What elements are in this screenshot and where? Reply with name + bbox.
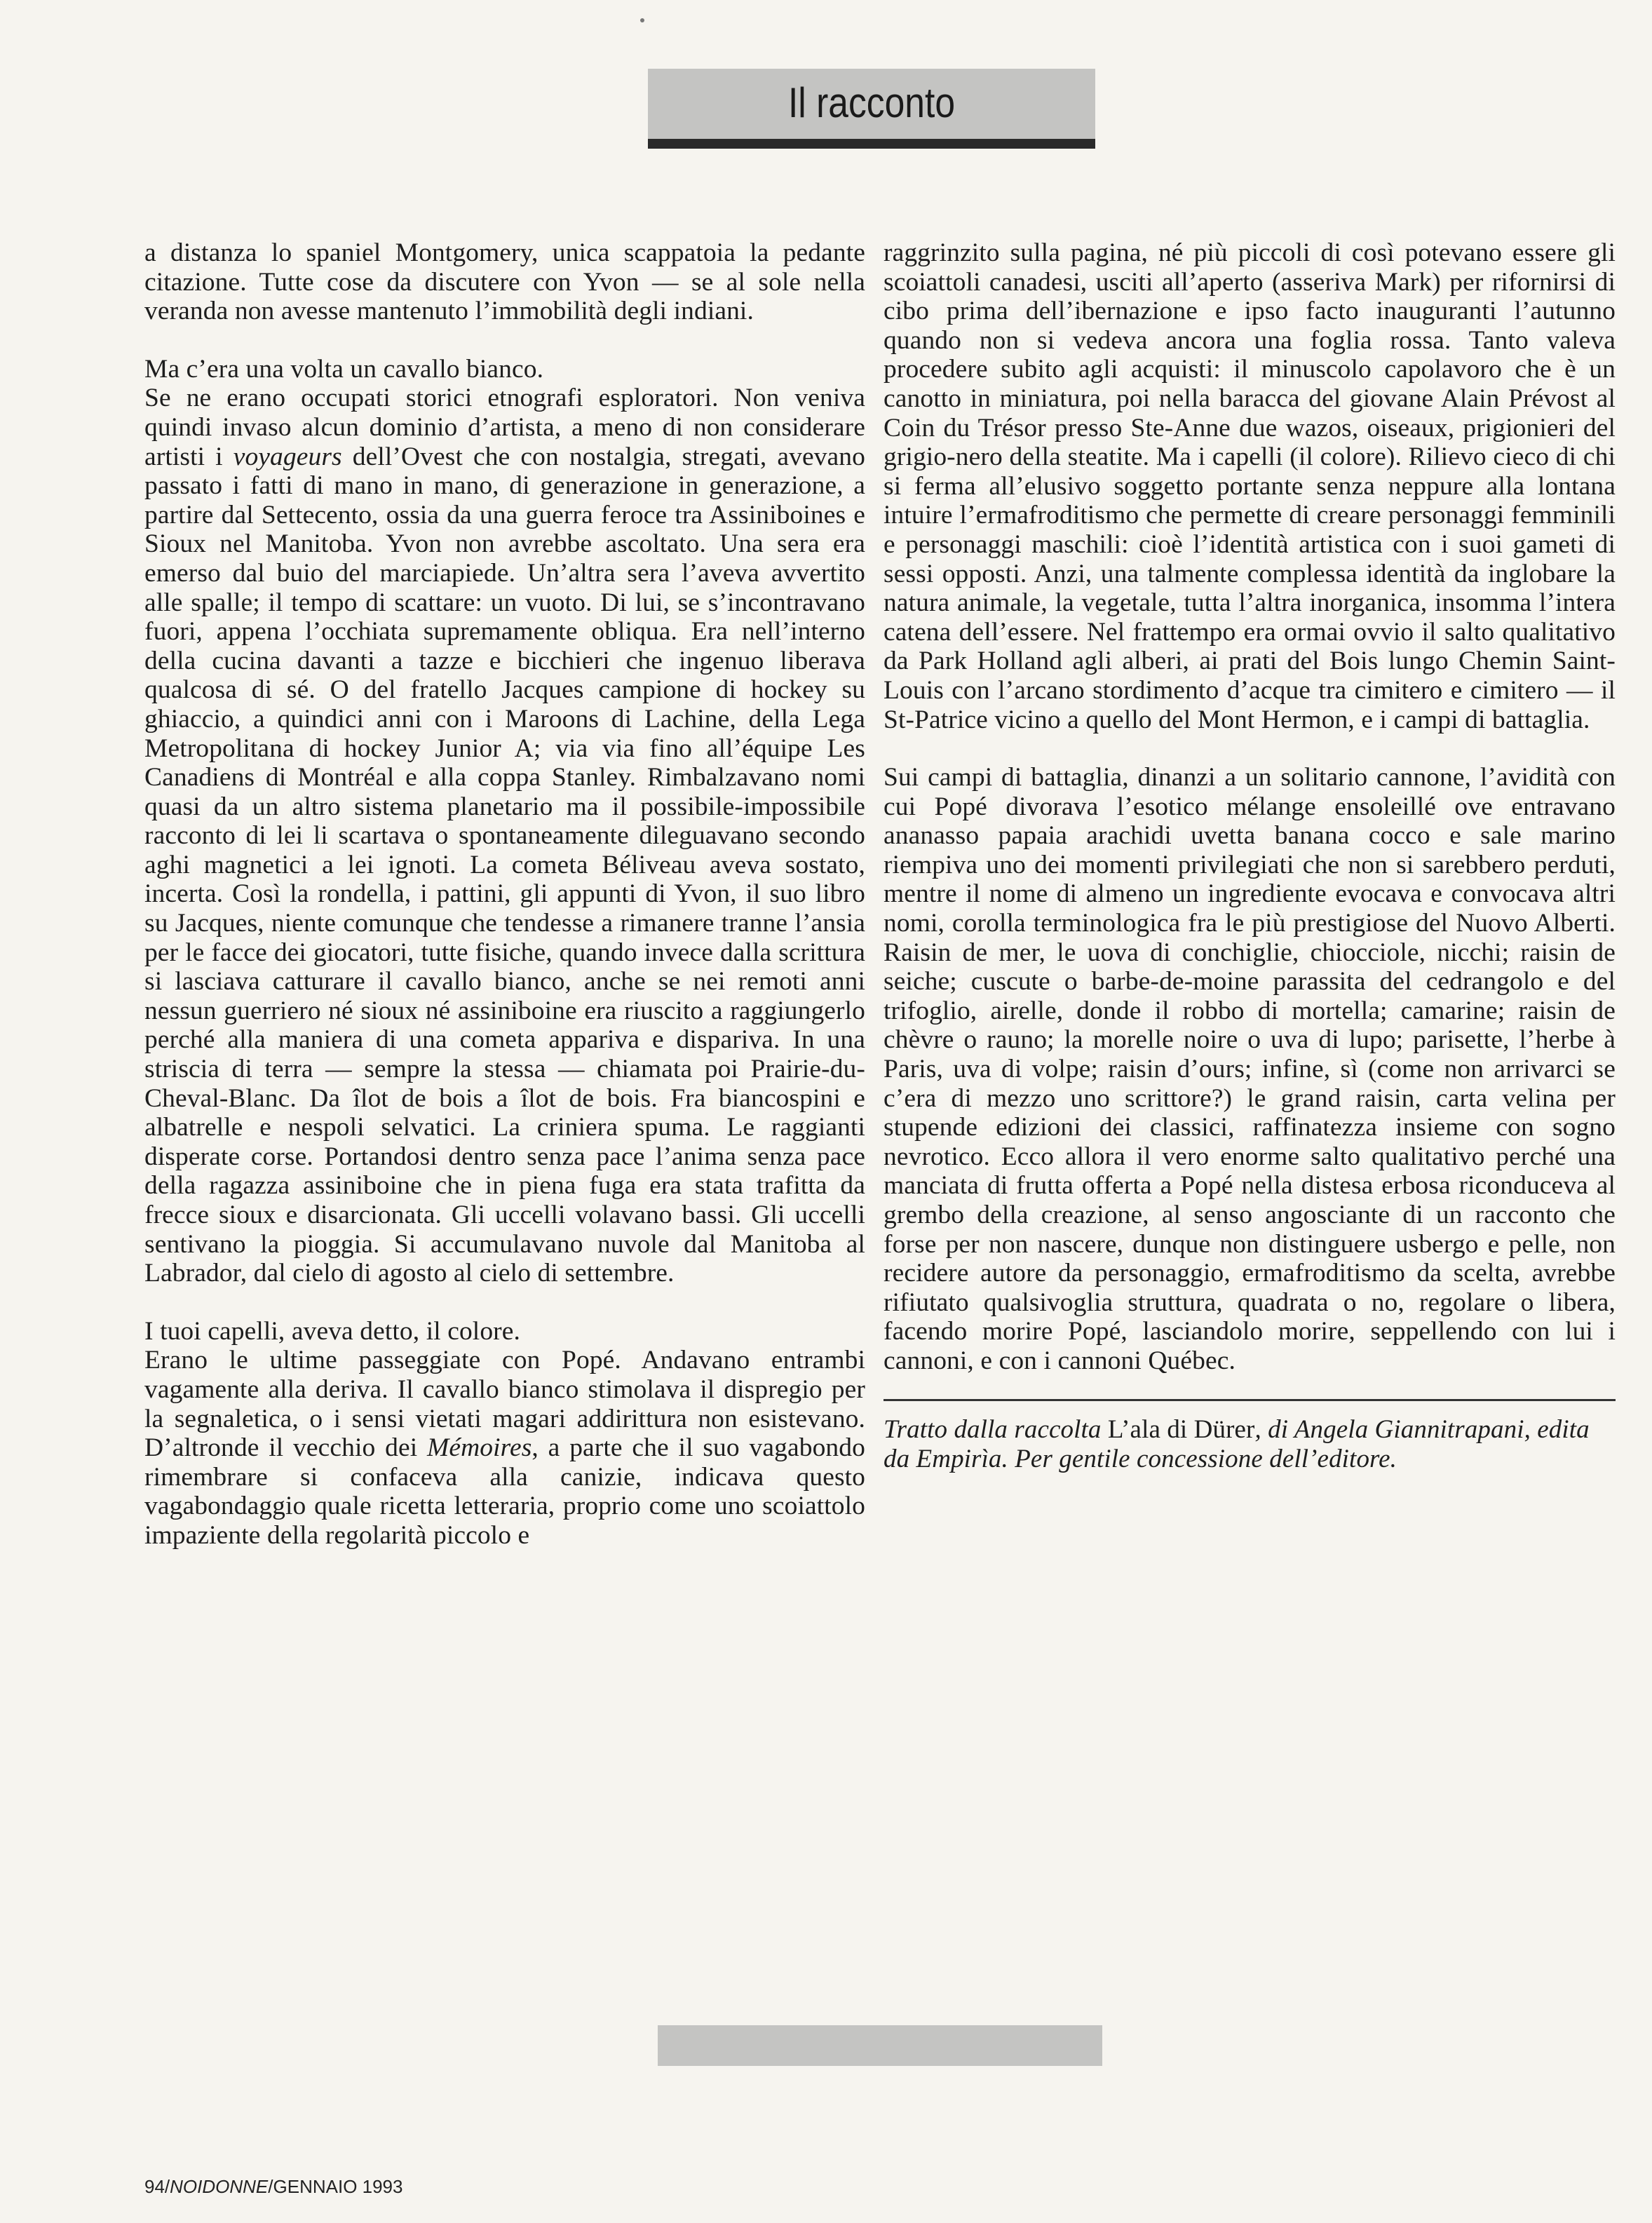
section-title: Il racconto (787, 79, 956, 126)
paragraph: a distanza lo spaniel Montgomery, unica scappatoia la pedante citazione. Tutte cose da discutere con Yvon — se al sole nella veranda non avesse mantenuto l’immobilità degli indiani. (144, 238, 865, 326)
paragraph: Erano le ultime passeggiate con Popé. Andavano entrambi vagamente alla deriva. Il cavallo bianco stimolava il dispregio per la segnaletica, o i sensi vietati magari addirittura non esistevano. D’altronde il vecchio dei Mémoires, a parte che il suo vagabondo rimembrare si confaceva alla canizie, indicava questo vagabondaggio quale ricetta letteraria, proprio come uno scoiattolo impaziente della regolarità piccolo e (144, 1346, 865, 1550)
footer-bar (658, 2025, 1102, 2066)
magazine-name: NOIDONNE (170, 2176, 269, 2197)
paragraph: raggrinzito sulla pagina, né più piccoli di così potevano essere gli scoiattoli canadesi, usciti all’aperto (asseriva Mark) per rifornirsi di cibo prima dell’ibernazione e ipso facto inauguranti l’autunno quando non si vedeva ancora una foglia rossa. Tanto valeva procedere subito agli acquisti: il minuscolo capolavoro che è un canotto in miniatura, poi nella baracca del giovane Alain Prévost al Coin du Trésor presso Ste-Anne due wazos, oiseaux, prigionieri del grigio-nero della steatite. Ma i capelli (il colore). Rilievo cieco di chi si ferma all’elusivo soggetto portante senza neppure alla lontana intuire l’ermafroditismo che permette di creare personaggi femminili e personaggi maschili: cioè l’identità artistica con i suoi gameti di sessi opposti. Anzi, una talmente complessa identità da inglobare la natura animale, la vegetale, tutta l’altra inorganica, insomma l’intera catena dell’essere. Nel frattempo era ormai ovvio il salto qualitativo da Park Holland agli alberi, ai prati del Bois lungo Chemin Saint-Louis con l’arcano stordimento d’acque tra cimitero e cimitero — il St-Patrice vicino a quello del Mont Hermon, e i campi di battaglia. (883, 238, 1616, 734)
source-credit (883, 1399, 1616, 1474)
credit-text-2: , di Angela Giannitrapani, edita da Empirìa. Per gentile concessione dell’editore. (883, 1414, 1590, 1473)
italic-term: Mémoires (427, 1433, 532, 1463)
print-dot (640, 18, 644, 22)
credit-book-title: L’ala di Dürer (1101, 1414, 1255, 1444)
header-rule (648, 139, 1095, 149)
issue-date: /GENNAIO 1993 (268, 2176, 403, 2197)
page-number: 94/ (144, 2176, 170, 2197)
paragraph: I tuoi capelli, aveva detto, il colore. (144, 1316, 520, 1346)
right-column (883, 238, 1616, 1474)
page-footer (144, 2176, 402, 2198)
paragraph-gap (144, 1288, 865, 1317)
paragraph: Sui campi di battaglia, dinanzi a un solitario cannone, l’avidità con cui Popé divorava l’esotico mélange ensoleillé ove entravano ananasso papaia arachidi uvetta banana cocco e sale marino riempiva uno dei momenti privilegiati che non si sarebbero perduti, mentre il nome di almeno un ingrediente evocava e convocava altri nomi, corolla terminologica fra le più prestigiose del Nuovo Alberti. Raisin de mer, le uova di conchiglie, chiocciole, nicchi; raisin de seiche; cuscute o barbe-de-moine parassita del cedrangolo e del trifoglio, airelle, donde il robbo di mortella; camarine; raisin de chèvre o rauno; la morelle noire o uva di lupo; parisette, l’herbe à Paris, uva di volpe; raisin d’ours; infine, sì (come non arrivarci se c’era di mezzo uno scrittore?) le grand raisin, carta velina per stupende edizioni dei classici, raffinatezza insieme con sogno nevrotico. Ecco allora il vero enorme salto qualitativo perché una manciata di frutta offerta a Popé nella distesa erbosa riconduceva al grembo della creazione, al senso angosciante di un racconto che forse per non nascere, dunque non distinguere usbergo e pelle, non recidere autore da personaggio, ermafroditismo da scelta, avrebbe rifiutato qualsivoglia struttura, quadrata o no, regolare o libera, facendo morire Popé, lasciandolo morire, seppellendo con lui i cannoni, e con i cannoni Québec. (883, 763, 1616, 1375)
paragraph: Se ne erano occupati storici etnografi esploratori. Non veniva quindi invaso alcun dominio d’artista, a meno di non considerare artisti i voyageurs dell’Ovest che con nostalgia, stregati, avevano passato i fatti di mano in mano, di generazione in generazione, a partire dal Settecento, ossia da una guerra feroce tra Assiniboines e Sioux nel Manitoba. Yvon non avrebbe ascoltato. Una sera era emerso dal buio del marciapiede. Un’altra sera l’aveva avvertito alle spalle; il tempo di scattare: un vuoto. Di lui, se s’incontravano fuori, appena l’occhiata supremamente obliqua. Era nell’interno della cucina davanti a tazze e bicchieri che ingenuo liberava qualcosa di sé. O del fratello Jacques campione di hockey su ghiaccio, a quindici anni con i Maroons di Lachine, della Lega Metropolitana di hockey Junior A; via via fino all’équipe Les Canadiens di Montréal e alla coppa Stanley. Rimbalzavano nomi quasi da un altro sistema planetario ma il possibile-impossibile racconto di lei li scartava o spontaneamente dileguavano secondo aghi magnetici a lei ignoti. La cometa Béliveau aveva sostato, incerta. Così la rondella, i pattini, gli appunti di Yvon, il suo libro su Jacques, niente comunque che tendesse a rimanere tranne l’ansia per le facce dei giocatori, tutte fisiche, quando invece dalla scrittura si lasciava catturare il cavallo bianco, anche se nei remoti anni nessun guerriero né sioux né assiniboine era riuscito a raggiungerlo perché alla maniera di una cometa appariva e dispariva. In una striscia di terra — sempre la stessa — chiamata poi Prairie-du-Cheval-Blanc. Da îlot de bois a îlot de bois. Fra biancospini e albatrelle e nespoli selvatici. La criniera spuma. Le raggianti disperate corse. Portandosi dentro senza pace l’anima senza pace della ragazza assiniboine che in piena fuga era stata trafitta da frecce sioux e disarcionata. Gli uccelli volavano bassi. Gli uccelli sentivano la pioggia. Si accumulavano nuvole dal Manitoba al Labrador, dal cielo di agosto al cielo di settembre. (144, 384, 865, 1288)
paragraph-gap (144, 326, 865, 355)
italic-term: voyageurs (233, 442, 342, 471)
paragraph: Ma c’era una volta un cavallo bianco. (144, 354, 544, 384)
left-column (144, 238, 865, 1550)
credit-text-1: Tratto dalla raccolta (883, 1414, 1102, 1444)
section-header (648, 69, 1095, 149)
paragraph-gap (883, 734, 1616, 763)
